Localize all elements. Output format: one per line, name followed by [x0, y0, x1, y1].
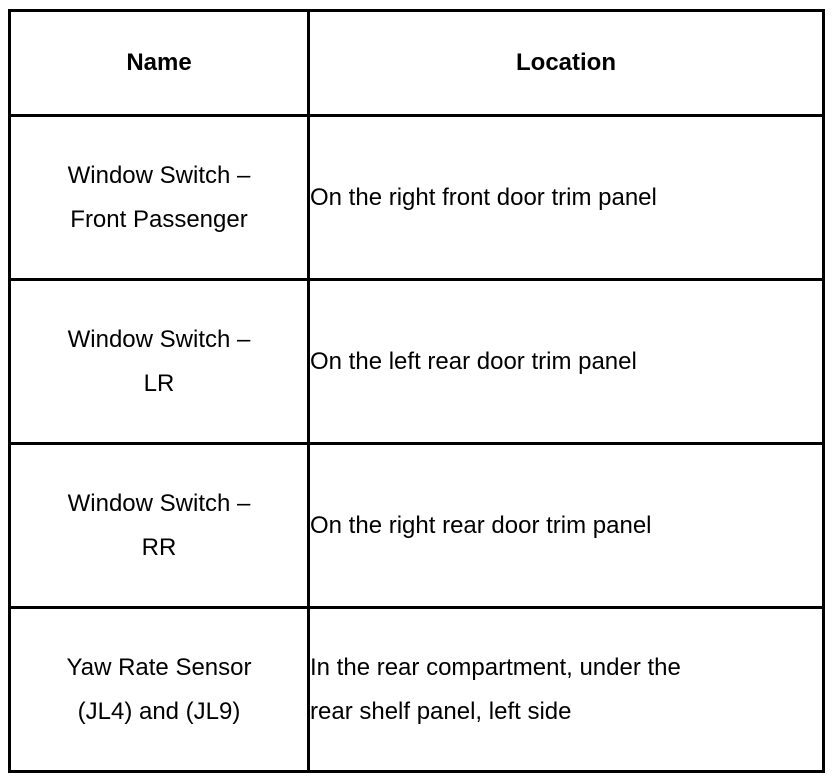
location-line: On the left rear door trim panel — [310, 347, 637, 375]
header-name: Name — [10, 11, 309, 116]
location-line: On the right rear door trim panel — [310, 511, 652, 539]
name-line: Window Switch – — [67, 161, 251, 189]
table-row — [10, 608, 824, 772]
name-line: Window Switch – — [67, 489, 251, 517]
name-line: Front Passenger — [70, 205, 248, 233]
table-row — [10, 280, 824, 444]
name-cell — [10, 608, 309, 772]
name-line: Yaw Rate Sensor — [66, 653, 252, 681]
name-cell — [10, 116, 309, 280]
location-line: rear shelf panel, left side — [310, 697, 572, 725]
name-cell — [10, 280, 309, 444]
location-cell — [309, 608, 824, 772]
table-row — [10, 116, 824, 280]
header-location: Location — [309, 11, 824, 116]
table-row — [10, 444, 824, 608]
location-cell — [309, 280, 824, 444]
name-line: Window Switch – — [67, 325, 251, 353]
header-row — [10, 11, 824, 116]
name-cell — [10, 444, 309, 608]
location-cell — [309, 116, 824, 280]
name-line: (JL4) and (JL9) — [77, 697, 241, 725]
name-line: RR — [141, 533, 177, 561]
location-line: On the right front door trim panel — [310, 183, 657, 211]
location-line: In the rear compartment, under the — [310, 653, 681, 681]
name-line: LR — [143, 369, 175, 397]
component-location-table — [8, 9, 825, 773]
location-cell — [309, 444, 824, 608]
